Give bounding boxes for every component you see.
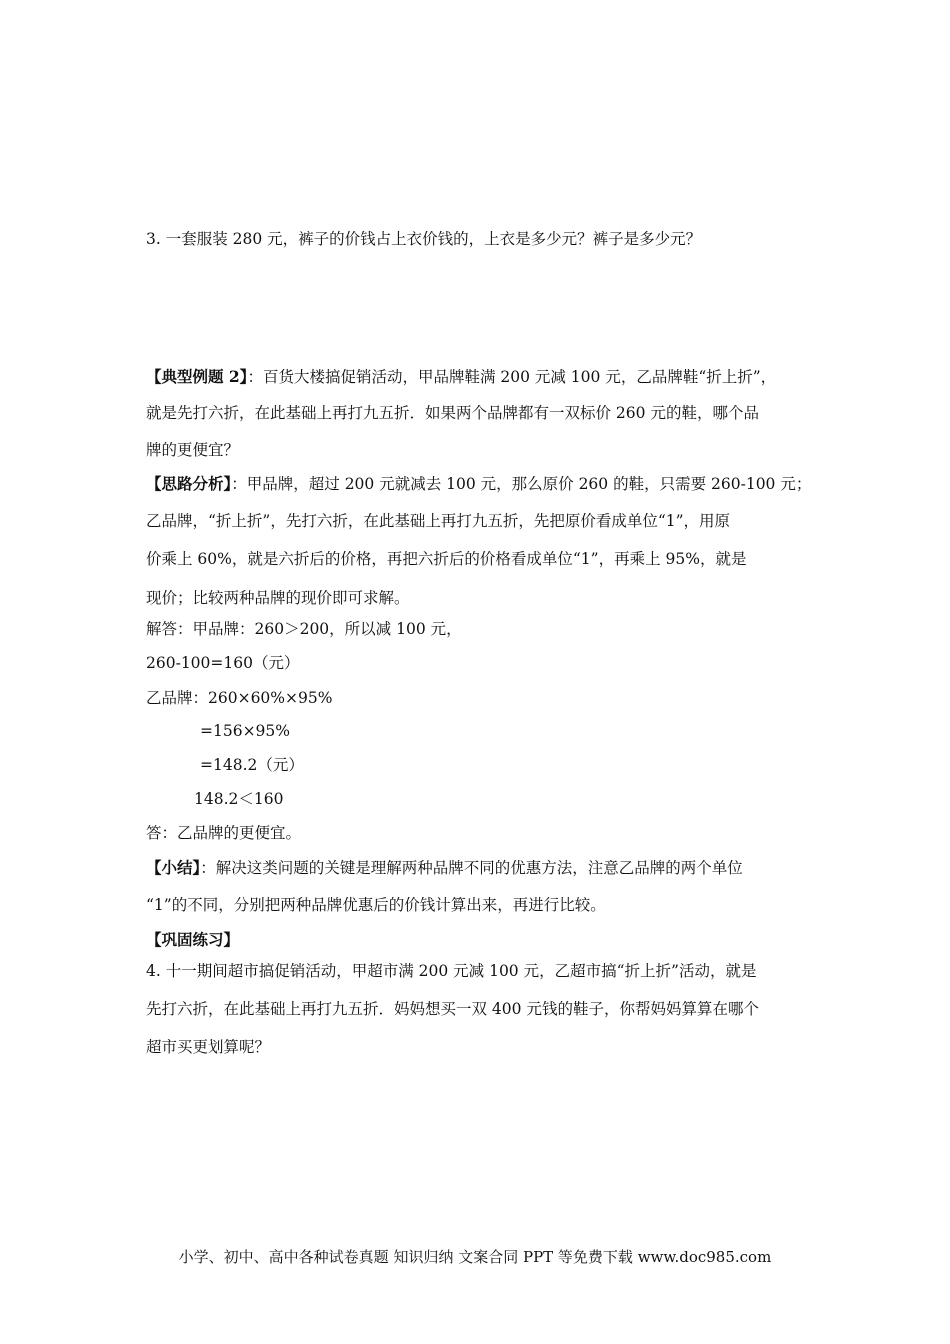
- solution-line-5: =148.2（元）: [200, 756, 304, 774]
- solution-line-3: 乙品牌：260×60%×95%: [146, 689, 333, 707]
- summary-line-1: [146, 860, 743, 877]
- summary-label: 【小结】: [146, 858, 201, 877]
- analysis-line-2: 乙品牌，“折上折”，先打六折，在此基础上再打九五折，先把原价看成单位“1”，用原: [146, 512, 731, 530]
- practice-line-3: 超市买更划算呢？: [146, 1038, 271, 1056]
- solution-line-2: 260-100=160（元）: [146, 654, 300, 672]
- solution-line-1: 解答：甲品牌：260＞200，所以减 100 元，: [146, 620, 462, 638]
- example-line-1: [146, 369, 776, 386]
- solution-line-6: 148.2＜160: [194, 790, 284, 808]
- analysis-text-1: ：甲品牌，超过 200 元就减去 100 元，那么原价 260 的鞋，只需要 260-100 元；: [231, 475, 812, 493]
- practice-line-2: 先打六折，在此基础上再打九五折．妈妈想买一双 400 元钱的鞋子，你帮妈妈算算在哪个: [146, 1000, 759, 1018]
- solution-line-4: =156×95%: [200, 722, 291, 740]
- solution-answer: 答：乙品牌的更便宜。: [146, 824, 302, 842]
- example-line-2: 就是先打六折，在此基础上再打九五折．如果两个品牌都有一双标价 260 元的鞋，哪个品: [146, 404, 759, 422]
- practice-line-1: 4. 十一期间超市搞促销活动，甲超市满 200 元减 100 元，乙超市搞“折上折”活动，就是: [146, 962, 757, 980]
- example-text-1: ：百货大楼搞促销活动，甲品牌鞋满 200 元减 100 元，乙品牌鞋“折上折”，: [247, 368, 777, 386]
- page-footer: 小学、初中、高中各种试卷真题 知识归纳 文案合同 PPT 等免费下载 www.doc985.com: [178, 1248, 772, 1266]
- summary-line-2: “1”的不同，分别把两种品牌优惠后的价钱计算出来，再进行比较。: [146, 896, 606, 914]
- analysis-line-3: 价乘上 60%，就是六折后的价格，再把六折后的价格看成单位“1”，再乘上 95%，就是: [146, 550, 747, 568]
- analysis-line-4: 现价；比较两种品牌的现价即可求解。: [146, 589, 410, 607]
- analysis-line-1: [146, 476, 811, 493]
- summary-text-1: ：解决这类问题的关键是理解两种品牌不同的优惠方法，注意乙品牌的两个单位: [200, 859, 743, 877]
- example-line-3: 牌的更便宜？: [146, 441, 240, 459]
- practice-label: 【巩固练习】: [146, 930, 240, 949]
- example-label: 【典型例题 2】: [146, 367, 248, 386]
- analysis-label: 【思路分析】: [146, 474, 232, 493]
- question-3: 3. 一套服装 280 元，裤子的价钱占上衣价钱的，上衣是多少元？裤子是多少元？: [146, 230, 702, 248]
